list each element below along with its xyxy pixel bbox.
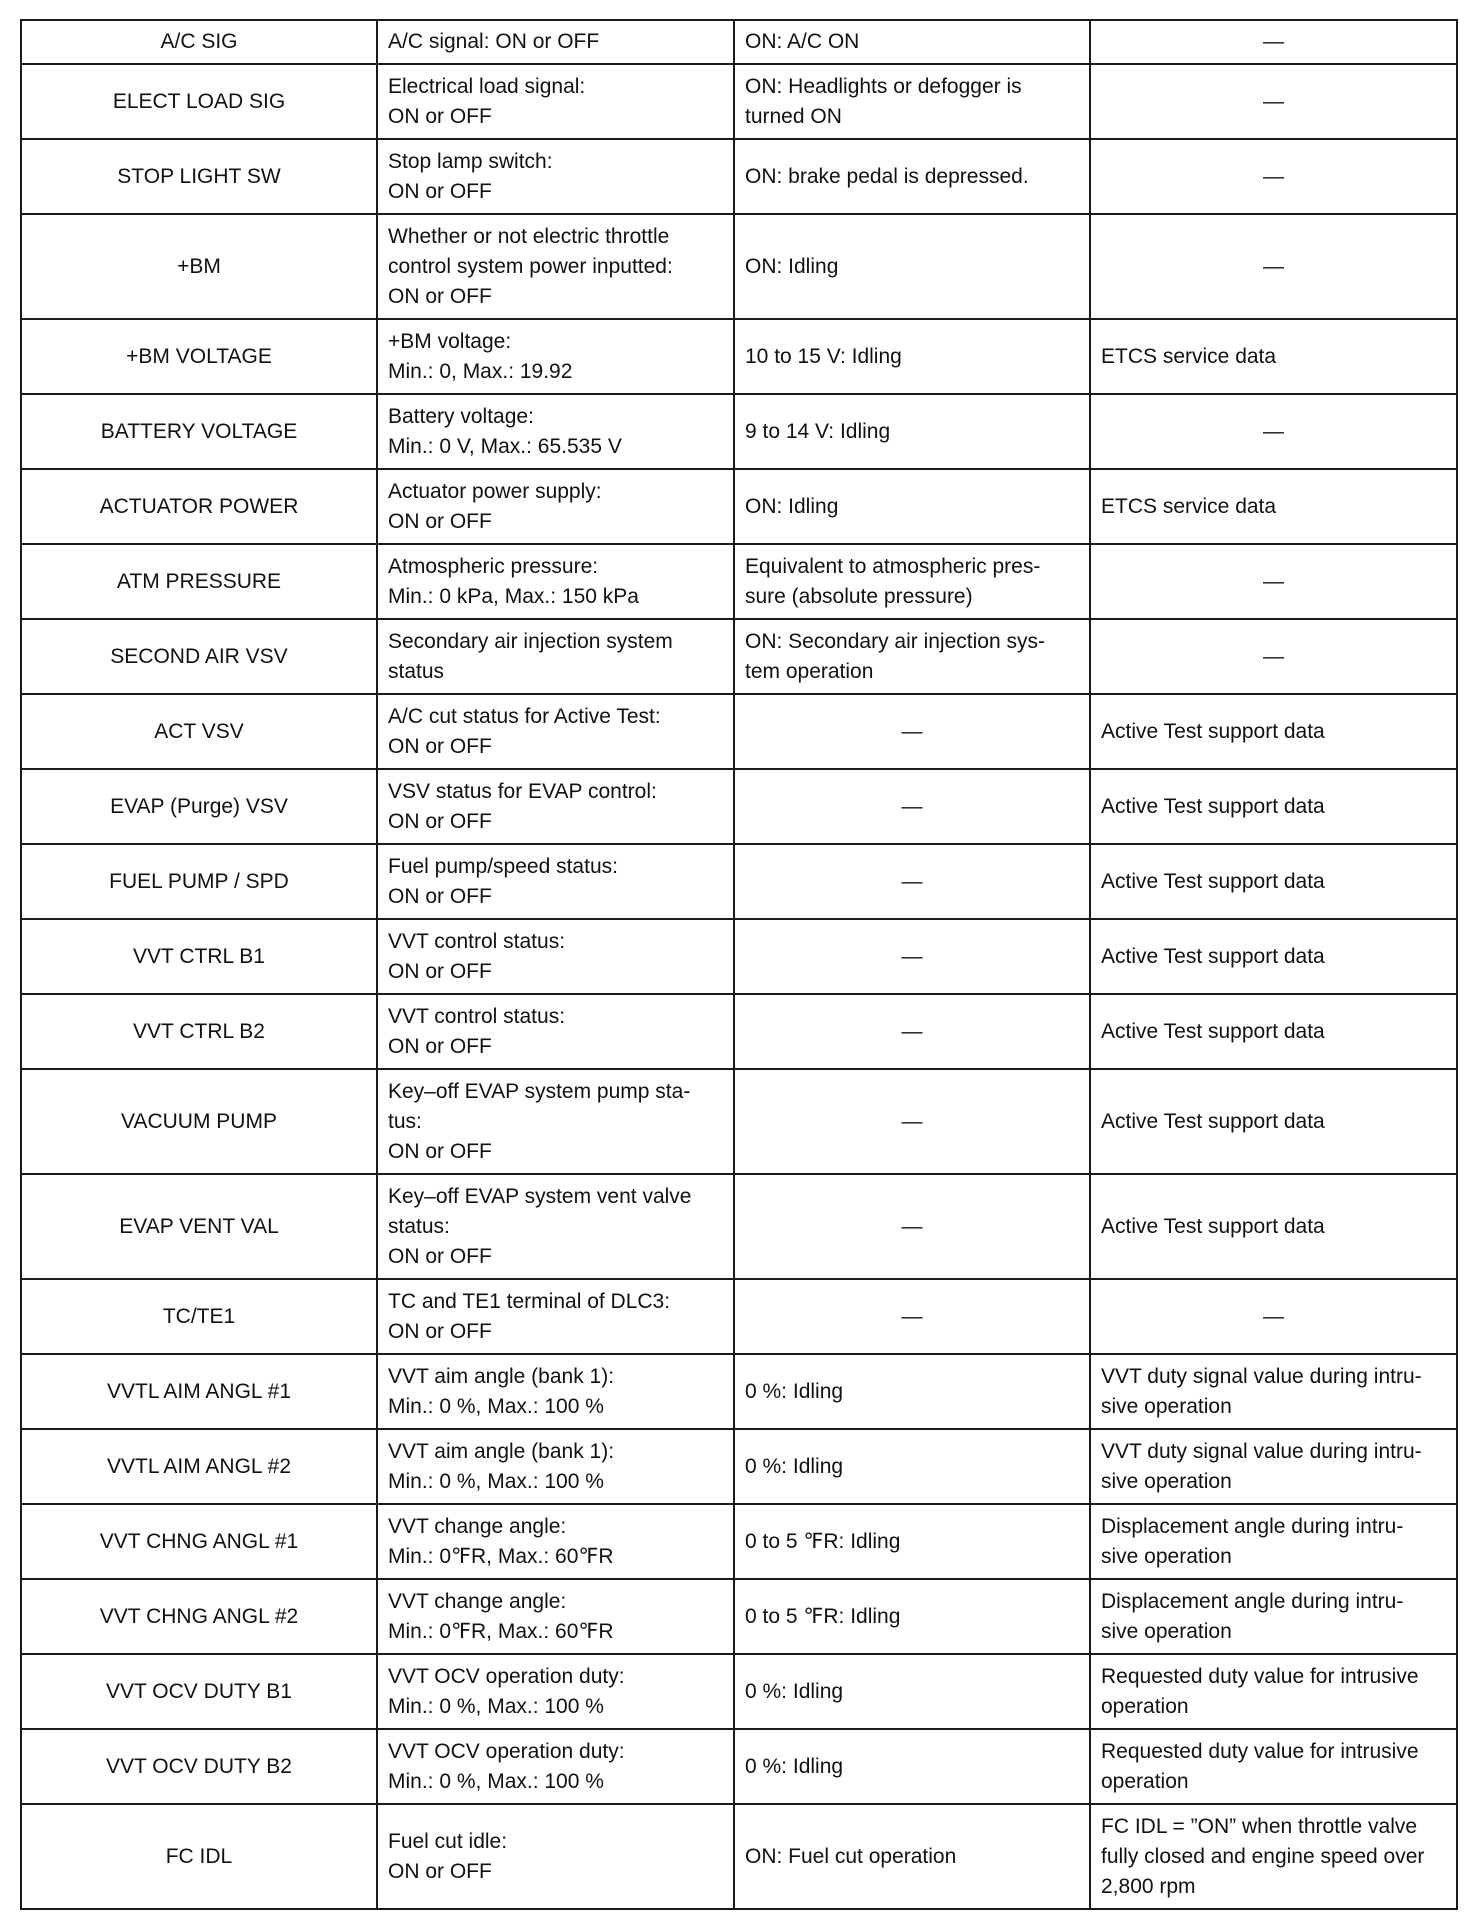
item-cell: ATM PRESSURE bbox=[21, 544, 377, 619]
table-row bbox=[21, 1279, 1457, 1354]
normal-condition-cell: ON: brake pedal is depressed. bbox=[734, 139, 1090, 214]
table-row bbox=[21, 1729, 1457, 1804]
item-cell: ACTUATOR POWER bbox=[21, 469, 377, 544]
measurement-item-cell: VVT aim angle (bank 1): Min.: 0 %, Max.: 100 % bbox=[377, 1354, 734, 1429]
item-cell: A/C SIG bbox=[21, 20, 377, 64]
normal-condition-cell: — bbox=[734, 919, 1090, 994]
item-cell: VVT CHNG ANGL #1 bbox=[21, 1504, 377, 1579]
normal-condition-cell: 0 %: Idling bbox=[734, 1429, 1090, 1504]
item-cell: VVT OCV DUTY B1 bbox=[21, 1654, 377, 1729]
diagnostic-note-cell: Active Test support data bbox=[1090, 1069, 1457, 1174]
diagnostic-note-cell: — bbox=[1090, 20, 1457, 64]
normal-condition-cell: 10 to 15 V: Idling bbox=[734, 319, 1090, 394]
table-row bbox=[21, 844, 1457, 919]
diagnostic-note-cell: — bbox=[1090, 64, 1457, 139]
item-cell: ACT VSV bbox=[21, 694, 377, 769]
measurement-item-cell: Atmospheric pressure: Min.: 0 kPa, Max.: 150 kPa bbox=[377, 544, 734, 619]
normal-condition-cell: ON: Idling bbox=[734, 214, 1090, 319]
diagnostic-note-cell: ETCS service data bbox=[1090, 469, 1457, 544]
normal-condition-cell: — bbox=[734, 1279, 1090, 1354]
diagnostic-note-cell: Active Test support data bbox=[1090, 844, 1457, 919]
measurement-item-cell: VVT OCV operation duty: Min.: 0 %, Max.: 100 % bbox=[377, 1654, 734, 1729]
item-cell: VVT CTRL B2 bbox=[21, 994, 377, 1069]
normal-condition-cell: ON: A/C ON bbox=[734, 20, 1090, 64]
normal-condition-cell: — bbox=[734, 1174, 1090, 1279]
measurement-item-cell: VVT control status: ON or OFF bbox=[377, 919, 734, 994]
measurement-item-cell: +BM voltage: Min.: 0, Max.: 19.92 bbox=[377, 319, 734, 394]
item-cell: FUEL PUMP / SPD bbox=[21, 844, 377, 919]
measurement-item-cell: VVT change angle: Min.: 0℉R, Max.: 60℉R bbox=[377, 1579, 734, 1654]
diagnostic-note-cell: VVT duty signal value during intru- sive operation bbox=[1090, 1429, 1457, 1504]
table-row bbox=[21, 694, 1457, 769]
item-cell: VVTL AIM ANGL #1 bbox=[21, 1354, 377, 1429]
data-list-table bbox=[20, 19, 1458, 1910]
normal-condition-cell: — bbox=[734, 994, 1090, 1069]
item-cell: STOP LIGHT SW bbox=[21, 139, 377, 214]
measurement-item-cell: Whether or not electric throttle control system power inputted: ON or OFF bbox=[377, 214, 734, 319]
normal-condition-cell: ON: Fuel cut operation bbox=[734, 1804, 1090, 1909]
measurement-item-cell: TC and TE1 terminal of DLC3: ON or OFF bbox=[377, 1279, 734, 1354]
item-cell: VVT CTRL B1 bbox=[21, 919, 377, 994]
normal-condition-cell: 9 to 14 V: Idling bbox=[734, 394, 1090, 469]
diagnostic-note-cell: — bbox=[1090, 394, 1457, 469]
measurement-item-cell: VSV status for EVAP control: ON or OFF bbox=[377, 769, 734, 844]
measurement-item-cell: VVT change angle: Min.: 0℉R, Max.: 60℉R bbox=[377, 1504, 734, 1579]
normal-condition-cell: ON: Headlights or defogger is turned ON bbox=[734, 64, 1090, 139]
item-cell: VVTL AIM ANGL #2 bbox=[21, 1429, 377, 1504]
diagnostic-note-cell: ETCS service data bbox=[1090, 319, 1457, 394]
table-row bbox=[21, 1804, 1457, 1909]
table-row bbox=[21, 1429, 1457, 1504]
measurement-item-cell: Actuator power supply: ON or OFF bbox=[377, 469, 734, 544]
table-row bbox=[21, 919, 1457, 994]
diagnostic-note-cell: — bbox=[1090, 619, 1457, 694]
item-cell: VVT OCV DUTY B2 bbox=[21, 1729, 377, 1804]
measurement-item-cell: A/C cut status for Active Test: ON or OFF bbox=[377, 694, 734, 769]
item-cell: EVAP VENT VAL bbox=[21, 1174, 377, 1279]
diagnostic-note-cell: Active Test support data bbox=[1090, 919, 1457, 994]
measurement-item-cell: Key–off EVAP system vent valve status: ON or OFF bbox=[377, 1174, 734, 1279]
diagnostic-note-cell: — bbox=[1090, 214, 1457, 319]
table-row bbox=[21, 1504, 1457, 1579]
item-cell: FC IDL bbox=[21, 1804, 377, 1909]
measurement-item-cell: Battery voltage: Min.: 0 V, Max.: 65.535 V bbox=[377, 394, 734, 469]
normal-condition-cell: — bbox=[734, 694, 1090, 769]
item-cell: +BM bbox=[21, 214, 377, 319]
table-row bbox=[21, 619, 1457, 694]
diagnostic-note-cell: Active Test support data bbox=[1090, 1174, 1457, 1279]
table-row bbox=[21, 319, 1457, 394]
normal-condition-cell: 0 to 5 ℉R: Idling bbox=[734, 1504, 1090, 1579]
item-cell: BATTERY VOLTAGE bbox=[21, 394, 377, 469]
table-row bbox=[21, 544, 1457, 619]
normal-condition-cell: 0 %: Idling bbox=[734, 1354, 1090, 1429]
normal-condition-cell: — bbox=[734, 769, 1090, 844]
table-row bbox=[21, 1354, 1457, 1429]
table-row bbox=[21, 394, 1457, 469]
measurement-item-cell: Electrical load signal: ON or OFF bbox=[377, 64, 734, 139]
table-row bbox=[21, 139, 1457, 214]
diagnostic-note-cell: — bbox=[1090, 1279, 1457, 1354]
table-row bbox=[21, 1579, 1457, 1654]
table-row bbox=[21, 769, 1457, 844]
measurement-item-cell: A/C signal: ON or OFF bbox=[377, 20, 734, 64]
measurement-item-cell: Key–off EVAP system pump sta- tus: ON or OFF bbox=[377, 1069, 734, 1174]
diagnostic-note-cell: Requested duty value for intrusive operation bbox=[1090, 1654, 1457, 1729]
diagnostic-note-cell: Displacement angle during intru- sive operation bbox=[1090, 1504, 1457, 1579]
normal-condition-cell: 0 %: Idling bbox=[734, 1729, 1090, 1804]
normal-condition-cell: — bbox=[734, 1069, 1090, 1174]
table-row bbox=[21, 1069, 1457, 1174]
normal-condition-cell: 0 %: Idling bbox=[734, 1654, 1090, 1729]
table-row bbox=[21, 1174, 1457, 1279]
table-row bbox=[21, 20, 1457, 64]
diagnostic-note-cell: VVT duty signal value during intru- sive operation bbox=[1090, 1354, 1457, 1429]
normal-condition-cell: ON: Idling bbox=[734, 469, 1090, 544]
item-cell: EVAP (Purge) VSV bbox=[21, 769, 377, 844]
measurement-item-cell: VVT control status: ON or OFF bbox=[377, 994, 734, 1069]
diagnostic-note-cell: Requested duty value for intrusive operation bbox=[1090, 1729, 1457, 1804]
diagnostic-note-cell: FC IDL = ”ON” when throttle valve fully closed and engine speed over 2,800 rpm bbox=[1090, 1804, 1457, 1909]
measurement-item-cell: Fuel pump/speed status: ON or OFF bbox=[377, 844, 734, 919]
diagnostic-note-cell: — bbox=[1090, 544, 1457, 619]
item-cell: SECOND AIR VSV bbox=[21, 619, 377, 694]
table-body bbox=[21, 20, 1457, 1909]
table-row bbox=[21, 64, 1457, 139]
measurement-item-cell: VVT aim angle (bank 1): Min.: 0 %, Max.: 100 % bbox=[377, 1429, 734, 1504]
item-cell: TC/TE1 bbox=[21, 1279, 377, 1354]
normal-condition-cell: ON: Secondary air injection sys- tem operation bbox=[734, 619, 1090, 694]
item-cell: +BM VOLTAGE bbox=[21, 319, 377, 394]
measurement-item-cell: VVT OCV operation duty: Min.: 0 %, Max.: 100 % bbox=[377, 1729, 734, 1804]
table-row bbox=[21, 994, 1457, 1069]
table-row bbox=[21, 1654, 1457, 1729]
normal-condition-cell: 0 to 5 ℉R: Idling bbox=[734, 1579, 1090, 1654]
normal-condition-cell: — bbox=[734, 844, 1090, 919]
table-row bbox=[21, 214, 1457, 319]
measurement-item-cell: Stop lamp switch: ON or OFF bbox=[377, 139, 734, 214]
measurement-item-cell: Fuel cut idle: ON or OFF bbox=[377, 1804, 734, 1909]
item-cell: ELECT LOAD SIG bbox=[21, 64, 377, 139]
diagnostic-note-cell: Displacement angle during intru- sive operation bbox=[1090, 1579, 1457, 1654]
item-cell: VACUUM PUMP bbox=[21, 1069, 377, 1174]
item-cell: VVT CHNG ANGL #2 bbox=[21, 1579, 377, 1654]
diagnostic-note-cell: Active Test support data bbox=[1090, 694, 1457, 769]
measurement-item-cell: Secondary air injection system status bbox=[377, 619, 734, 694]
diagnostic-note-cell: — bbox=[1090, 139, 1457, 214]
diagnostic-note-cell: Active Test support data bbox=[1090, 769, 1457, 844]
normal-condition-cell: Equivalent to atmospheric pres- sure (absolute pressure) bbox=[734, 544, 1090, 619]
table-row bbox=[21, 469, 1457, 544]
diagnostic-note-cell: Active Test support data bbox=[1090, 994, 1457, 1069]
